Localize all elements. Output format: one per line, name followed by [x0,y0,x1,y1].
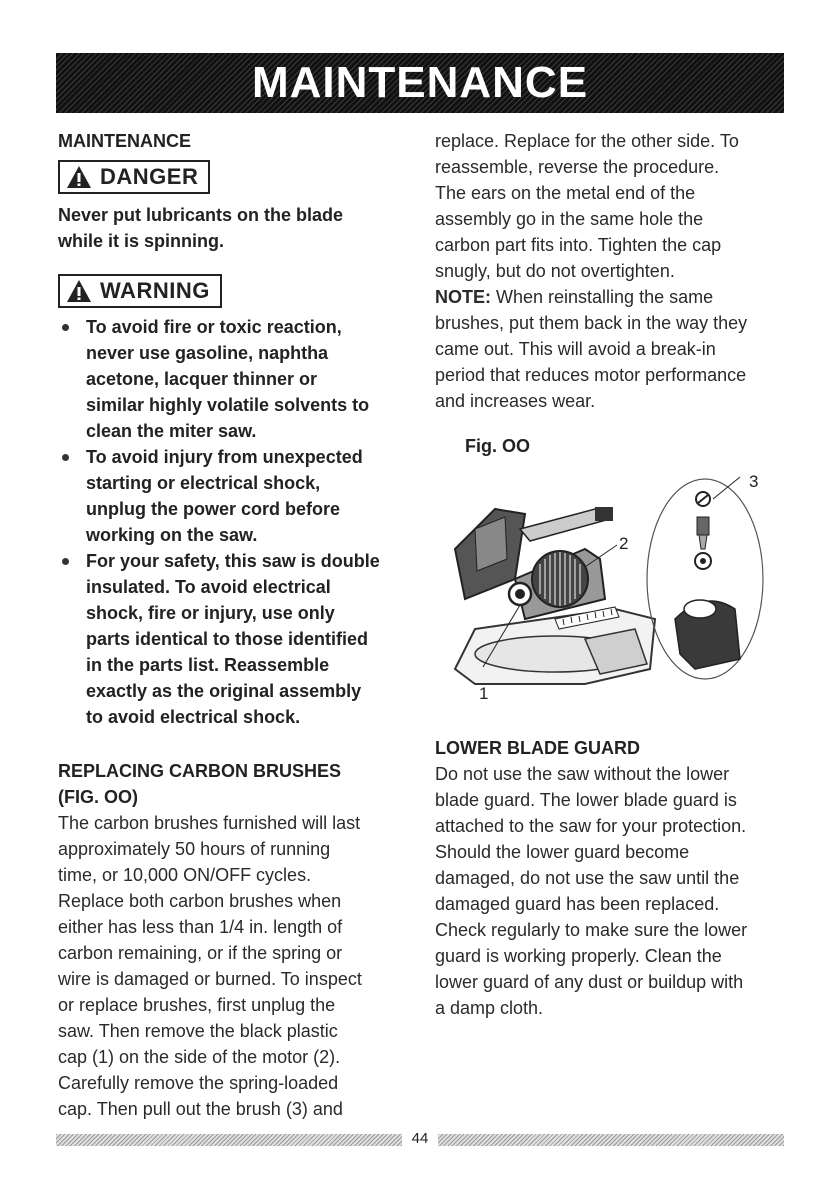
body-line: and increases wear. [435,391,596,411]
page-title: MAINTENANCE [251,58,589,107]
body-line: approximately 50 hours of running [58,839,331,859]
warning-bullet [58,314,410,444]
warning-bullet [58,548,410,730]
body-line: either has less than 1/4 in. length of [58,917,343,937]
bullet-line: to avoid electrical shock. [86,707,301,727]
note-text [435,284,787,414]
bullet-line: similar highly volatile solvents to [86,395,370,415]
body-line: replace. Replace for the other side. To [435,131,739,151]
body-line: time, or 10,000 ON/OFF cycles. [58,865,312,885]
body-line: came out. This will avoid a break-in [435,339,716,359]
bullet-line: To avoid injury from unexpected [86,447,363,467]
body-line: damaged, do not use the saw until the [435,868,740,888]
bullet-line: starting or electrical shock, [86,473,321,493]
danger-text [58,202,410,254]
warning-bullets [58,314,410,730]
body-line: wire is damaged or burned. To inspect [58,969,362,989]
callout-1: 1 [479,684,489,703]
left-column [58,128,410,1122]
body-line: cap. Then pull out the brush (3) and [58,1099,343,1119]
bullet-line: acetone, lacquer thinner or [86,369,318,389]
brushes-body [58,810,410,1122]
note-label: NOTE: [435,287,491,307]
footer-bar-right [438,1134,784,1146]
heading-line: REPLACING CARBON BRUSHES [58,761,342,781]
warning-triangle-icon [66,279,92,303]
bullet-line: To avoid fire or toxic reaction, [86,317,342,337]
body-line: blade guard. The lower blade guard is [435,790,737,810]
body-line: carbon remaining, or if the spring or [58,943,343,963]
bullet-line: For your safety, this saw is double [86,551,380,571]
bullet-line: in the parts list. Reassemble [86,655,330,675]
bullet-line: never use gasoline, naphtha [86,343,329,363]
footer-bar-left [56,1134,402,1146]
danger-label: DANGER [100,164,199,189]
bullet-line: clean the miter saw. [86,421,257,441]
body-line: saw. Then remove the black plastic [58,1021,338,1041]
note-first-line [435,284,787,310]
danger-box [58,160,210,194]
body-line: attached to the saw for your protection. [435,816,747,836]
guard-heading: LOWER BLADE GUARD [435,738,640,758]
body-line: cap (1) on the side of the motor (2). [58,1047,341,1067]
body-line: damaged guard has been replaced. [435,894,720,914]
bullet-line: shock, fire or injury, use only [86,603,335,623]
body-line: lower guard of any dust or buildup with [435,972,744,992]
body-line: Carefully remove the spring-loaded [58,1073,339,1093]
body-line: assembly go in the same hole the [435,209,704,229]
continued-text [435,128,787,284]
warning-label: WARNING [100,278,210,303]
body-line: brushes, put them back in the way they [435,313,748,333]
body-line: guard is working properly. Clean the [435,946,722,966]
heading-line: (FIG. OO) [58,787,138,807]
bullet-line: unplug the power cord before [86,499,341,519]
callout-3: 3 [749,472,759,491]
page-footer [56,1130,784,1147]
body-line: carbon part fits into. Tighten the cap [435,235,722,255]
body-line: Do not use the saw without the lower [435,764,730,784]
figure-label: Fig. OO [465,436,530,456]
warning-box [58,274,222,308]
body-line: Check regularly to make sure the lower [435,920,748,940]
bullet-line: exactly as the original assembly [86,681,362,701]
body-line: period that reduces motor performance [435,365,747,385]
miter-saw-illustration [435,469,787,709]
body-line: Should the lower guard become [435,842,690,862]
page-number: 44 [411,1130,429,1147]
body-line: a damp cloth. [435,998,544,1018]
right-column [435,128,787,1021]
body-line: When reinstalling the same [491,287,714,307]
guard-body [435,761,787,1021]
page-banner [56,53,784,113]
danger-line: Never put lubricants on the blade [58,205,344,225]
body-line: Replace both carbon brushes when [58,891,342,911]
section-heading: MAINTENANCE [58,131,191,151]
body-line: snugly, but do not overtighten. [435,261,675,281]
warning-box-wrap [58,274,410,308]
warning-triangle-icon [66,165,92,189]
bullet-line: working on the saw. [86,525,258,545]
body-line: The carbon brushes furnished will last [58,813,361,833]
brushes-heading [58,758,410,810]
warning-bullet [58,444,410,548]
bullet-line: parts identical to those identified [86,629,369,649]
figure-oo [435,469,787,709]
body-line: or replace brushes, first unplug the [58,995,336,1015]
danger-box-wrap [58,160,410,194]
danger-line: while it is spinning. [58,231,225,251]
bullet-line: insulated. To avoid electrical [86,577,331,597]
body-line: The ears on the metal end of the [435,183,696,203]
callout-2: 2 [619,534,629,553]
body-line: reassemble, reverse the procedure. [435,157,720,177]
